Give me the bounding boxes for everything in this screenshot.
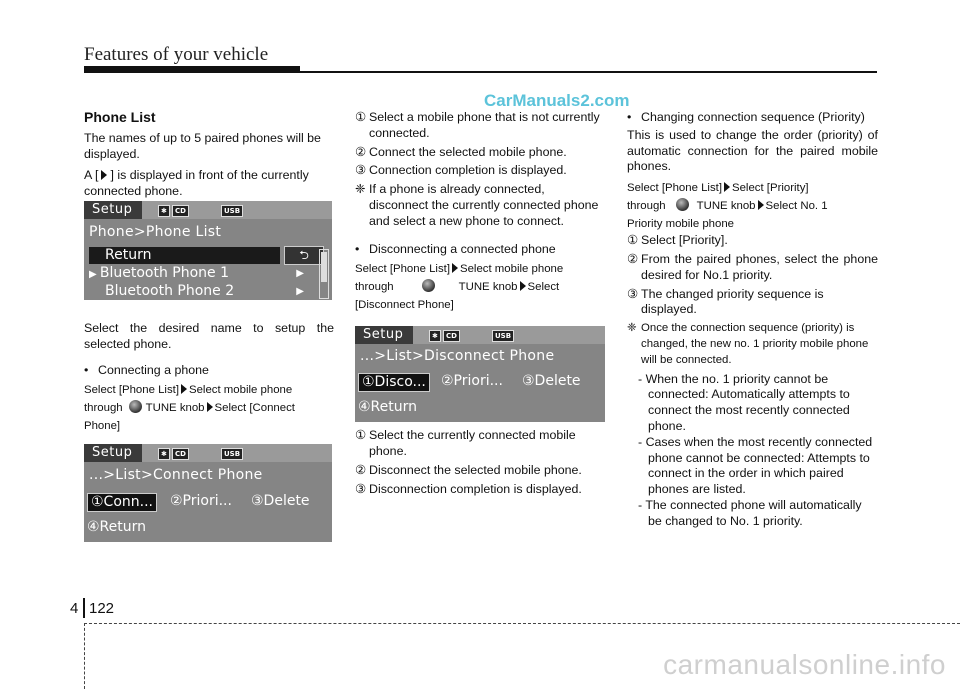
tab-setup[interactable]: Setup bbox=[355, 326, 413, 344]
return-row[interactable]: Return bbox=[89, 247, 280, 264]
arrow-right-icon bbox=[181, 384, 187, 394]
page-number: 122 bbox=[89, 600, 115, 617]
phone-row-2[interactable]: Bluetooth Phone 2 ▶ bbox=[105, 283, 304, 299]
bluetooth-icon: ✱ bbox=[158, 448, 170, 460]
disconnect-phone-screen bbox=[355, 326, 605, 422]
column-2 bbox=[355, 110, 605, 501]
scrollbar[interactable] bbox=[319, 249, 329, 299]
paragraph: Select the desired name to setup the selected phone. bbox=[84, 320, 334, 351]
chapter-number: 4 bbox=[70, 600, 79, 617]
phone-row-1[interactable]: ▶ Bluetooth Phone 1 ▶ bbox=[89, 265, 304, 281]
tab-setup[interactable]: Setup bbox=[84, 444, 142, 462]
screen-title: Phone>Phone List bbox=[89, 224, 222, 240]
arrow-right-icon bbox=[452, 263, 458, 273]
option-connect[interactable]: ①Conn... bbox=[87, 493, 157, 512]
chevron-right-icon: ▶ bbox=[296, 286, 304, 297]
option-priority[interactable]: ②Priori... bbox=[441, 373, 503, 389]
header-title: Features of your vehicle bbox=[84, 44, 269, 65]
dash-item: - When the no. 1 priority cannot be connected: Automatically attempts to connect the most recently connected phone. bbox=[638, 371, 850, 433]
arrow-right-icon bbox=[520, 281, 526, 291]
arrow-right-icon bbox=[101, 170, 107, 180]
phone-list-screen bbox=[84, 201, 332, 300]
footer-rule bbox=[84, 623, 960, 624]
note: ❈ If a phone is already connected, disconnect the currently connected phone and select a new phone to connect. bbox=[355, 182, 599, 228]
menu-path: Select [Phone List] Select mobile phone through TUNE knob Select [Connect Phone] bbox=[84, 384, 295, 433]
arrow-right-icon bbox=[758, 200, 764, 210]
screen-title: ...>List>Disconnect Phone bbox=[360, 348, 555, 364]
menu-path: Select [Phone List] Select [Priority] through TUNE knob Select No. 1 Priority mobile phone bbox=[627, 182, 828, 231]
paragraph: A [ ] is displayed in front of the currently connected phone. bbox=[84, 168, 309, 199]
section-heading: Phone List bbox=[84, 109, 156, 125]
tune-knob-icon bbox=[129, 400, 142, 413]
option-delete[interactable]: ③Delete bbox=[522, 373, 581, 389]
option-return[interactable]: ④Return bbox=[358, 399, 418, 415]
tune-knob-icon bbox=[422, 279, 435, 292]
column-3 bbox=[627, 110, 878, 530]
cd-badge: CD bbox=[443, 330, 460, 342]
paragraph: The names of up to 5 paired phones will be displayed. bbox=[84, 130, 321, 161]
bullet-item: • Changing connection sequence (Priority) bbox=[627, 110, 865, 124]
header-rule bbox=[300, 71, 877, 73]
option-return[interactable]: ④Return bbox=[87, 519, 147, 535]
numbered-step: ① Select a mobile phone that is not currently connected. bbox=[355, 110, 600, 140]
option-disconnect[interactable]: ①Disco... bbox=[358, 373, 430, 392]
bluetooth-icon: ✱ bbox=[158, 205, 170, 217]
paragraph: This is used to change the order (priority) of automatic connection for the paired mobile phones. bbox=[627, 127, 878, 174]
option-delete[interactable]: ③Delete bbox=[251, 493, 310, 509]
menu-path: Select [Phone List] Select mobile phone through TUNE knob Select [Disconnect Phone] bbox=[355, 263, 564, 312]
numbered-step: ③ Connection completion is displayed. bbox=[355, 163, 567, 178]
note: ❈ Once the connection sequence (priority) is changed, the new no. 1 priority mobile phone will be connected. bbox=[627, 322, 869, 366]
cd-badge: CD bbox=[172, 448, 189, 460]
numbered-step: ① Select the currently connected mobile phone. bbox=[355, 428, 576, 459]
option-priority[interactable]: ②Priori... bbox=[170, 493, 232, 509]
numbered-step: ② Disconnect the selected mobile phone. bbox=[355, 462, 582, 477]
numbered-step: ② Connect the selected mobile phone. bbox=[355, 144, 567, 159]
header-bar bbox=[84, 66, 300, 73]
usb-badge: USB bbox=[221, 205, 243, 217]
connect-phone-screen bbox=[84, 444, 332, 542]
watermark-top[interactable]: CarManuals2.com bbox=[484, 91, 630, 110]
usb-badge: USB bbox=[492, 330, 514, 342]
page-separator bbox=[83, 598, 85, 618]
scrollbar-thumb[interactable] bbox=[321, 252, 327, 282]
back-button[interactable]: ⮌ bbox=[284, 246, 324, 265]
tab-setup[interactable]: Setup bbox=[84, 201, 142, 219]
watermark-bottom[interactable]: carmanualsonline.info bbox=[663, 649, 946, 680]
arrow-right-icon bbox=[724, 182, 730, 192]
arrow-right-icon bbox=[207, 402, 213, 412]
dash-item: - The connected phone will automatically be changed to No. 1 priority. bbox=[638, 497, 862, 528]
bullet-item: • Disconnecting a connected phone bbox=[355, 241, 556, 256]
cd-badge: CD bbox=[172, 205, 189, 217]
bullet-item: • Connecting a phone bbox=[84, 362, 209, 377]
current-phone-marker-icon: ▶ bbox=[89, 269, 100, 280]
tune-knob-icon bbox=[676, 198, 689, 211]
bluetooth-icon: ✱ bbox=[429, 330, 441, 342]
dash-item: - Cases when the most recently connected phone cannot be connected: Attempts to connect in the order in which paired phones are listed. bbox=[638, 434, 873, 497]
screen-title: ...>List>Connect Phone bbox=[89, 467, 263, 483]
numbered-step: ③ Disconnection completion is displayed. bbox=[355, 481, 582, 496]
numbered-step: ② From the paired phones, select the phone desired for No.1 priority. bbox=[627, 251, 878, 282]
chevron-right-icon: ▶ bbox=[296, 268, 304, 279]
numbered-step: ③ The changed priority sequence is displayed. bbox=[627, 286, 824, 317]
footer-vertical-rule bbox=[84, 623, 85, 689]
usb-badge: USB bbox=[221, 448, 243, 460]
numbered-step: ① Select [Priority]. bbox=[627, 233, 728, 248]
